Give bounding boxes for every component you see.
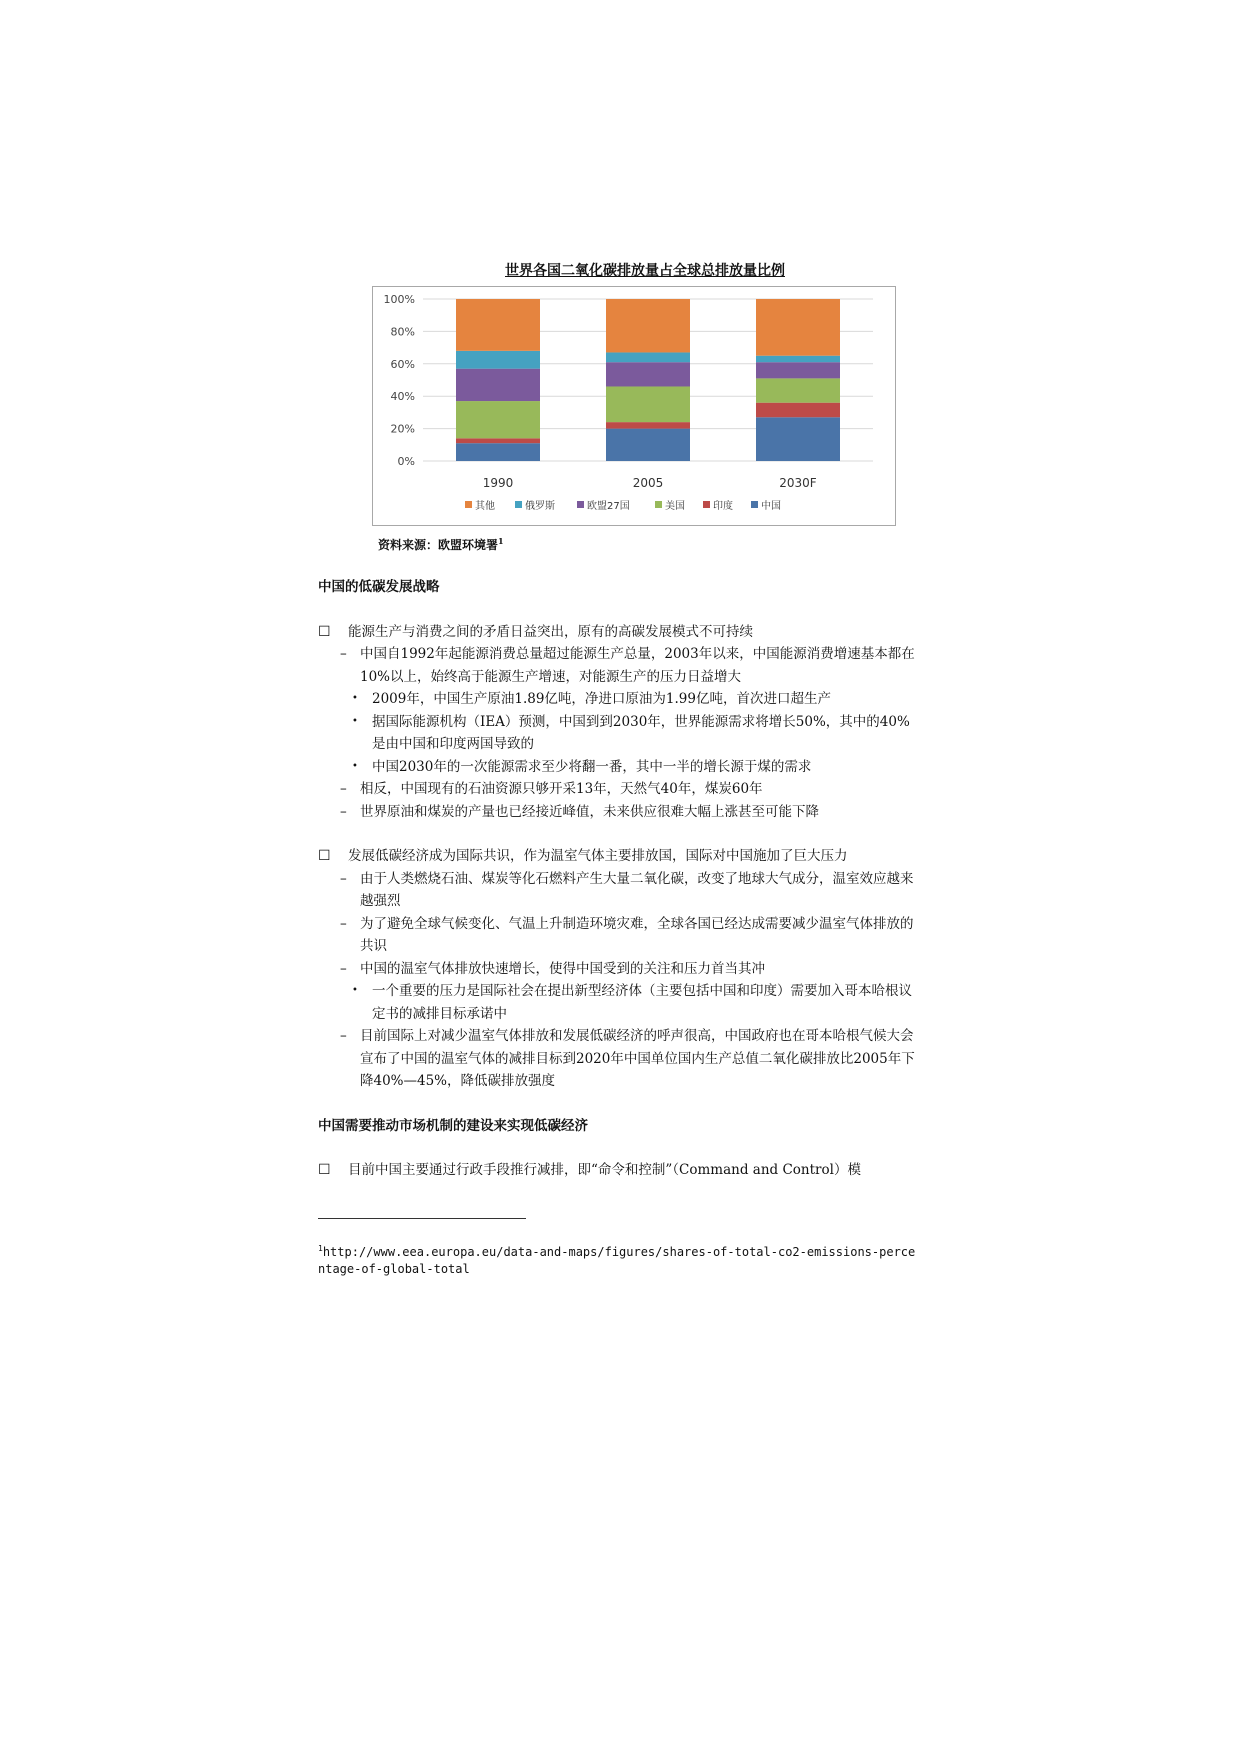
footnote <box>318 1240 918 1278</box>
legend-label: 俄罗斯 <box>525 501 555 512</box>
list-item <box>318 643 918 688</box>
x-category-label: 1990 <box>482 476 514 490</box>
list-item-text: 据国际能源机构（IEA）预测，中国到到2030年，世界能源需求将增长50%，其中的40%是由中国和印度两国导致的 <box>372 713 910 752</box>
dash-bullet-icon: – <box>340 960 347 977</box>
legend-label: 欧盟27国 <box>587 501 630 512</box>
dash-bullet-icon: – <box>340 870 347 887</box>
bar-segment <box>606 352 690 362</box>
paragraph-gap <box>318 823 918 845</box>
bar-segment <box>456 369 540 401</box>
list-item <box>318 688 918 711</box>
footnote-divider <box>318 1218 526 1219</box>
bar-segment <box>606 386 690 422</box>
list-item-text: 中国2030年的一次能源需求至少将翻一番，其中一半的增长源于煤的需求 <box>372 758 812 775</box>
dot-bullet-icon: • <box>352 985 358 996</box>
bar-segment <box>606 429 690 461</box>
list-item <box>318 778 918 801</box>
chart-area <box>372 286 896 526</box>
bar-segment <box>456 443 540 461</box>
list-item-text: 目前中国主要通过行政手段推行减排，即“命令和控制”（Command and Control）模 <box>348 1162 861 1178</box>
list-item <box>318 756 918 779</box>
dash-bullet-icon: – <box>340 646 347 662</box>
list-item <box>318 958 918 981</box>
list-item-text: 一个重要的压力是国际社会在提出新型经济体（主要包括中国和印度）需要加入哥本哈根议定书的减排目标承诺中 <box>372 983 912 1022</box>
bar-segment <box>456 401 540 438</box>
list-item-text: 能源生产与消费之间的矛盾日益突出，原有的高碳发展模式不可持续 <box>348 623 753 640</box>
dot-bullet-icon: • <box>352 693 358 704</box>
list-item-text: 中国的温室气体排放快速增长，使得中国受到的关注和压力首当其冲 <box>360 960 765 977</box>
stacked-bar-chart <box>373 287 895 525</box>
bar-segment <box>456 299 540 351</box>
footnote-ref: 1 <box>498 536 504 546</box>
legend-swatch <box>577 501 584 508</box>
heading-gap <box>318 1137 918 1159</box>
legend-swatch <box>465 501 472 508</box>
legend-label: 印度 <box>713 501 733 512</box>
bar-segment <box>756 299 840 356</box>
list-item <box>318 711 918 756</box>
dash-bullet-icon: – <box>340 803 347 820</box>
list-item <box>318 980 918 1025</box>
legend-swatch <box>703 501 710 508</box>
bar-segment <box>456 438 540 443</box>
legend-label: 美国 <box>665 501 685 512</box>
list-item <box>318 621 918 644</box>
bar-segment <box>456 351 540 369</box>
checkbox-bullet-icon: ☐ <box>318 623 331 640</box>
bar-segment <box>756 362 840 378</box>
bar-segment <box>606 422 690 428</box>
y-tick-label: 100% <box>383 293 415 306</box>
section-gap <box>318 1093 918 1115</box>
y-tick-label: 20% <box>390 422 415 436</box>
x-category-label: 2005 <box>632 476 664 490</box>
dash-bullet-icon: – <box>340 781 347 797</box>
list-item-text: 2009年，中国生产原油1.89亿吨，净进口原油为1.99亿吨，首次进口超生产 <box>372 691 831 707</box>
list-item <box>318 913 918 958</box>
dash-bullet-icon: – <box>340 1028 347 1044</box>
list-item-text: 世界原油和煤炭的产量也已经接近峰值，未来供应很难大幅上涨甚至可能下降 <box>360 803 819 820</box>
document-body <box>318 576 918 1182</box>
y-tick-label: 0% <box>397 455 415 468</box>
bar-segment <box>606 362 690 386</box>
section-heading: 中国的低碳发展战略 <box>318 579 440 595</box>
legend-swatch <box>655 501 662 508</box>
list-item-text: 相反，中国现有的石油资源只够开采13年，天然气40年，煤炭60年 <box>360 781 763 797</box>
y-tick-label: 60% <box>390 357 415 371</box>
legend-label: 中国 <box>761 501 781 512</box>
y-tick-label: 40% <box>390 390 415 404</box>
list-item-text: 为了避免全球气候变化、气温上升制造环境灾难，全球各国已经达成需要减少温室气体排放的共识 <box>360 915 914 954</box>
section-heading: 中国需要推动市场机制的建设来实现低碳经济 <box>318 1117 588 1134</box>
footnote-mark: 1 <box>318 1244 323 1253</box>
heading-gap <box>318 599 918 621</box>
y-tick-label: 80% <box>390 325 415 339</box>
list-item <box>318 845 918 868</box>
legend-swatch <box>751 501 758 508</box>
list-item-text: 目前国际上对减少温室气体排放和发展低碳经济的呼声很高，中国政府也在哥本哈根气候大会宣布了中国的温室气体的减排目标到2020年中国单位国内生产总值二氧化碳排放比2005年下降40%—45%，降低碳排放强度 <box>360 1028 915 1089</box>
bar-segment <box>756 417 840 461</box>
list-item-text: 由于人类燃烧石油、煤炭等化石燃料产生大量二氧化碳，改变了地球大气成分，温室效应越来越强烈 <box>360 870 914 909</box>
source-note <box>378 536 504 553</box>
list-item <box>318 1025 918 1093</box>
dot-bullet-icon: • <box>352 760 358 772</box>
x-category-label: 2030F <box>779 476 817 490</box>
checkbox-bullet-icon: ☐ <box>318 848 331 864</box>
list-item <box>318 801 918 824</box>
bar-segment <box>756 356 840 362</box>
bar-segment <box>756 378 840 402</box>
checkbox-bullet-icon: ☐ <box>318 1162 331 1178</box>
list-item-text: 中国自1992年起能源消费总量超过能源生产总量，2003年以来，中国能源消费增速基本都在10%以上，始终高于能源生产增速，对能源生产的压力日益增大 <box>360 646 915 685</box>
list-item <box>318 868 918 913</box>
list-item <box>318 1159 918 1182</box>
bar-segment <box>756 403 840 418</box>
footnote-url: http://www.eea.europa.eu/data-and-maps/figures/shares-of-total-co2-emissions-percentage-of-global-total <box>318 1245 916 1276</box>
dash-bullet-icon: – <box>340 915 347 932</box>
chart-title: 世界各国二氧化碳排放量占全球总排放量比例 <box>505 263 785 279</box>
legend-swatch <box>515 501 522 508</box>
source-text: 资料来源：欧盟环境署 <box>378 538 499 552</box>
list-item-text: 发展低碳经济成为国际共识，作为温室气体主要排放国，国际对中国施加了巨大压力 <box>348 848 848 864</box>
bar-segment <box>606 299 690 352</box>
dot-bullet-icon: • <box>352 715 358 727</box>
legend-label: 其他 <box>475 501 495 512</box>
